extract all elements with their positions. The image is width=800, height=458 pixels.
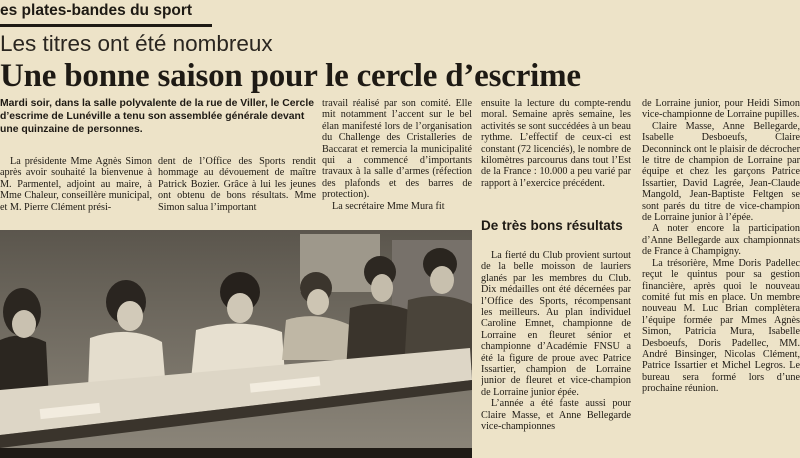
column-6-paragraph-2: Claire Masse, Anne Bellegarde, Isabelle Desboeufs, Claire Deconninck ont le plaisir de décrocher le titre de champion de Lorraine par équipe et chez les garçons Patrice Issartier, David Lagrée, Jean-Claude Mangold, Jean-Baptiste Feltgen se sont parés du titre de vice-champion de Lorraine junior à l’épée. xyxy=(642,120,800,224)
section-rubric: es plates-bandes du sport xyxy=(0,0,212,27)
column-6 xyxy=(642,98,800,458)
article-headline: Une bonne saison pour le cercle d’escrime xyxy=(0,58,581,94)
column-5-paragraph-1: La fierté du Club provient surtout de la belle moisson de lauriers glanés par les membres du Club. Dix médailles ont été décernées par l’Office des Sports, récompensant les meilleurs. Au plan individuel Caroline Emnet, championne de Lorraine en fleuret sénior et championne d’Académie FNSU a été la figure de proue avec Patrice Issartier, champion de Lorraine junior de fleuret et vice-champion de Lorraine junior épée. xyxy=(481,250,631,398)
article-kicker: Les titres ont été nombreux xyxy=(0,31,273,56)
column-1-text: La présidente Mme Agnès Simon après avoir souhaité la bienvenue à M. Parmentel, adjoint au maire, à Mme Chaleur, conseillère municipal, et M. Pierre Clément prési- xyxy=(0,156,152,213)
column-2-text: dent de l’Office des Sports rendit hommage au dévouement de maître Patrick Bozier. Grâce à lui les jeunes ont obtenu de bons résultats. Mme Simon salua l’important xyxy=(158,156,316,213)
column-6-paragraph-3: A noter encore la participation d’Anne Bellegarde aux championnats de France à Champigny. xyxy=(642,223,800,258)
article-lead: Mardi soir, dans la salle polyvalente de la rue de Viller, le Cercle d’escrime de Lunéville a tenu son assemblée générale devant une quinzaine de personnes. xyxy=(0,98,314,135)
column-4 xyxy=(481,98,631,216)
column-6-paragraph-1: de Lorraine junior, pour Heidi Simon vice-championne de Lorraine pupilles. xyxy=(642,98,800,121)
column-5-paragraph-2: L’année a été faste aussi pour Claire Masse, et Anne Bellegarde vice-championnes xyxy=(481,398,631,433)
column-3-paragraph-1: travail réalisé par son comité. Elle mit notamment l’accent sur le bel élan manifesté lors de l’organisation du Challenge des Cristalleries de Baccarat et remercia la municipalité qui a commencé d’importants travaux à la salle d’armes (réfection des plafonds et des barres de protection). xyxy=(322,98,472,201)
column-2 xyxy=(158,156,316,228)
column-3 xyxy=(322,98,472,226)
meeting-photo xyxy=(0,230,472,458)
column-3-paragraph-2: La secrétaire Mme Mura fit xyxy=(332,200,445,212)
column-1 xyxy=(0,156,152,228)
column-4-text: ensuite la lecture du compte-rendu moral. Semaine après semaine, les activités se sont succédées à un beau rythme. L’effectif de ceux-ci est constant (72 licenciés), le nombre de kilomètres parcourus dans tout l’Est de la France : 10.000 a peu varié par rapport à l’exercice précédent. xyxy=(481,98,631,189)
column-5 xyxy=(481,250,631,458)
column-6-paragraph-4: La trésorière, Mme Doris Padellec reçut le quintus pour sa gestion financière, après quoi le nouveau comité fut mis en place. Un membre nouveau M. Luc Brian complètera l’équipe formée par Mmes Agnès Simon, Patricia Mura, Isabelle Desboeufs, Doris Padellec, MM. André Binsinger, Nicolas Clément, Patrice Issartier et Michel Legros. Le bureau sera formé lors d’une prochaine réunion. xyxy=(642,257,800,395)
section-subheading: De très bons résultats xyxy=(481,218,623,233)
